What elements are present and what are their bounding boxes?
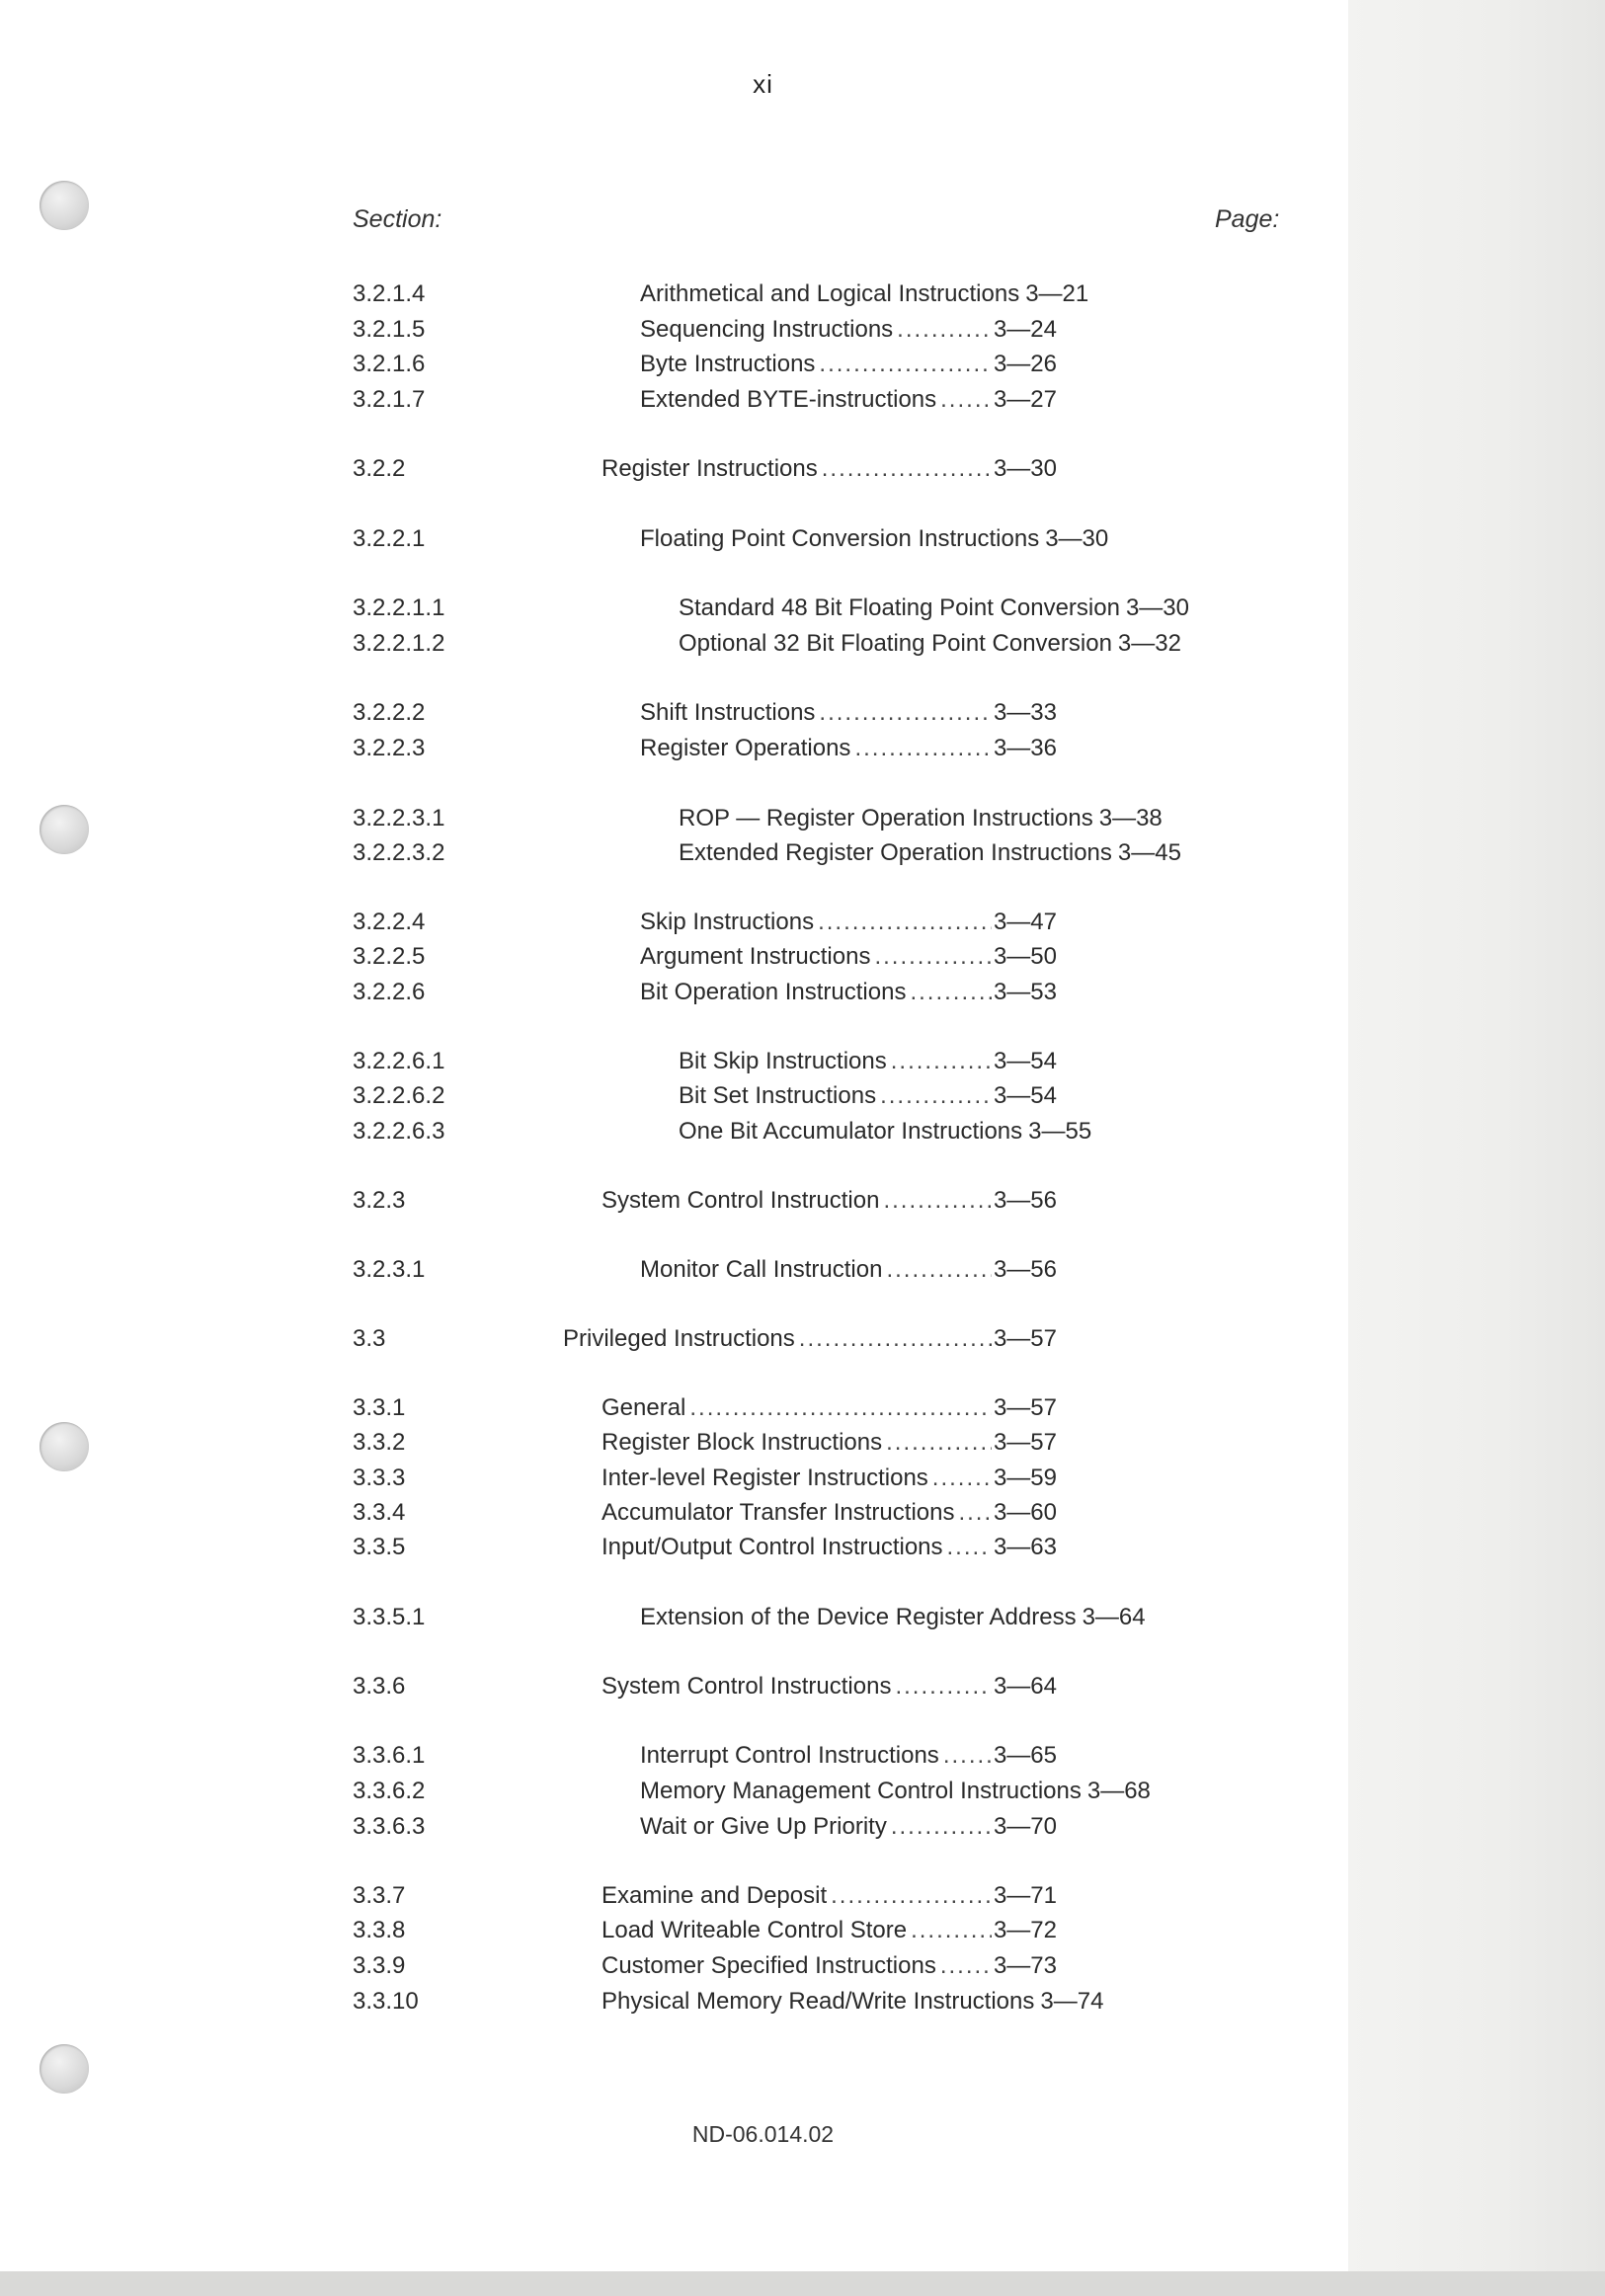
- toc-entry: [0, 1601, 1348, 1634]
- section-title: Floating Point Conversion Instructions: [640, 525, 1040, 552]
- page-reference: 3—32: [1117, 630, 1181, 657]
- section-title: Argument Instructions: [640, 943, 871, 970]
- page-reference: 3—24: [993, 316, 1057, 343]
- section-number: 3.2.1.6: [353, 351, 426, 377]
- scan-margin: [1348, 0, 1605, 2296]
- toc-entry: [0, 1045, 1348, 1078]
- toc-entry: [0, 1739, 1348, 1773]
- toc-entry: [0, 976, 1348, 1009]
- section-title: Skip Instructions: [640, 909, 815, 935]
- section-number: 3.2.2.6.3: [353, 1118, 445, 1145]
- page-column-header: Page:: [1215, 205, 1280, 233]
- section-title: Bit Set Instructions: [679, 1082, 877, 1109]
- section-title: Extended Register Operation Instructions: [679, 839, 1112, 866]
- section-number: 3.2.2: [353, 455, 406, 482]
- dot-leader: [818, 906, 992, 939]
- dot-leader: [891, 1045, 992, 1078]
- section-title: One Bit Accumulator Instructions: [679, 1118, 1023, 1145]
- section-title: Arithmetical and Logical Instructions: [640, 280, 1020, 307]
- toc-entry: [0, 1531, 1348, 1564]
- section-title: Extension of the Device Register Address: [640, 1604, 1077, 1630]
- page-reference: 3—57: [993, 1429, 1057, 1456]
- toc-entry: [0, 313, 1348, 347]
- page-reference: 3—53: [993, 979, 1057, 1005]
- page-reference: 3—38: [1098, 805, 1163, 831]
- section-number: 3.3.2: [353, 1429, 406, 1456]
- page-reference: 3—64: [1082, 1604, 1146, 1630]
- page-reference: 3—65: [993, 1742, 1057, 1769]
- toc-entry: [0, 1115, 1348, 1148]
- dot-leader: [897, 313, 992, 347]
- dot-leader: [883, 1184, 992, 1218]
- toc-entry: [0, 1879, 1348, 1913]
- section-number: 3.3.4: [353, 1499, 406, 1526]
- section-title: Physical Memory Read/Write Instructions: [602, 1988, 1035, 2015]
- toc-entry: [0, 836, 1348, 870]
- section-number: 3.3.9: [353, 1952, 406, 1979]
- toc-entry: [0, 452, 1348, 486]
- section-number: 3.2.2.1.2: [353, 630, 445, 657]
- toc-entry: [0, 1322, 1348, 1356]
- page-reference: 3—47: [993, 909, 1057, 935]
- section-title: System Control Instruction: [602, 1187, 880, 1214]
- section-title: System Control Instructions: [602, 1673, 892, 1700]
- section-title: Register Operations: [640, 735, 851, 761]
- dot-leader: [819, 696, 992, 730]
- toc-entry: [0, 383, 1348, 417]
- toc-entry: [0, 1079, 1348, 1113]
- page-reference: 3—36: [993, 735, 1057, 761]
- section-title: Load Writeable Control Store: [602, 1917, 908, 1943]
- toc-entry: [0, 627, 1348, 661]
- toc-entry: [0, 592, 1348, 625]
- dot-leader: [891, 1810, 992, 1844]
- toc-entry: [0, 1496, 1348, 1530]
- section-title: Customer Specified Instructions: [602, 1952, 936, 1979]
- toc-entry: [0, 1184, 1348, 1218]
- section-number: 3.3.10: [353, 1988, 419, 2015]
- page-reference: 3—54: [993, 1082, 1057, 1109]
- toc-entry: [0, 277, 1348, 311]
- page-reference: 3—56: [993, 1256, 1057, 1283]
- section-title: General: [602, 1394, 686, 1421]
- page-number: xi: [753, 69, 773, 99]
- section-number: 3.2.2.2: [353, 699, 426, 726]
- section-number: 3.3.7: [353, 1882, 406, 1909]
- dot-leader: [819, 348, 992, 381]
- page-reference: 3—56: [993, 1187, 1057, 1214]
- toc-entry: [0, 1670, 1348, 1703]
- section-title: Shift Instructions: [640, 699, 816, 726]
- section-number: 3.2.2.4: [353, 909, 426, 935]
- page-reference: 3—57: [993, 1325, 1057, 1352]
- page-reference: 3—33: [993, 699, 1057, 726]
- dot-leader: [886, 1426, 992, 1460]
- toc-entry: [0, 802, 1348, 835]
- section-number: 3.3.6.3: [353, 1813, 426, 1840]
- dot-leader: [822, 452, 992, 486]
- toc-entry: [0, 1914, 1348, 1947]
- section-title: Register Instructions: [602, 455, 818, 482]
- page-reference: 3—30: [1125, 594, 1189, 621]
- dot-leader: [943, 1739, 992, 1773]
- page-reference: 3—30: [993, 455, 1057, 482]
- section-number: 3.3.6: [353, 1673, 406, 1700]
- dot-leader: [874, 940, 992, 974]
- scan-bottom-edge: [0, 2271, 1605, 2296]
- toc-entry: [0, 1391, 1348, 1425]
- toc-entry: [0, 1253, 1348, 1287]
- dot-leader: [958, 1496, 991, 1530]
- page-reference: 3—72: [993, 1917, 1057, 1943]
- toc-entry: [0, 696, 1348, 730]
- toc-entry: [0, 1426, 1348, 1460]
- dot-leader: [880, 1079, 992, 1113]
- section-number: 3.3: [353, 1325, 386, 1352]
- section-number: 3.3.6.2: [353, 1778, 426, 1804]
- page-reference: 3—21: [1025, 280, 1089, 307]
- section-number: 3.2.1.5: [353, 316, 426, 343]
- section-title: Wait or Give Up Priority: [640, 1813, 887, 1840]
- dot-leader: [910, 976, 991, 1009]
- page-reference: 3—59: [993, 1465, 1057, 1491]
- section-number: 3.3.1: [353, 1394, 406, 1421]
- section-number: 3.2.3: [353, 1187, 406, 1214]
- toc-entry: [0, 348, 1348, 381]
- section-number: 3.2.3.1: [353, 1256, 426, 1283]
- toc-entry: [0, 1810, 1348, 1844]
- page-reference: 3—63: [993, 1534, 1057, 1560]
- page-reference: 3—27: [993, 386, 1057, 413]
- section-title: Extended BYTE-instructions: [640, 386, 937, 413]
- dot-leader: [895, 1670, 992, 1703]
- section-title: Accumulator Transfer Instructions: [602, 1499, 955, 1526]
- section-title: Monitor Call Instruction: [640, 1256, 883, 1283]
- section-title: ROP — Register Operation Instructions: [679, 805, 1093, 831]
- section-title: Sequencing Instructions: [640, 316, 894, 343]
- section-title: Optional 32 Bit Floating Point Conversion: [679, 630, 1112, 657]
- dot-leader: [886, 1253, 992, 1287]
- page-reference: 3—30: [1045, 525, 1109, 552]
- page-reference: 3—26: [993, 351, 1057, 377]
- page-reference: 3—68: [1086, 1778, 1151, 1804]
- toc-entry: [0, 906, 1348, 939]
- section-number: 3.2.2.1.1: [353, 594, 445, 621]
- dot-leader: [854, 732, 992, 765]
- section-title: Examine and Deposit: [602, 1882, 828, 1909]
- section-title: Register Block Instructions: [602, 1429, 883, 1456]
- dot-leader: [940, 1949, 992, 1983]
- page-reference: 3—50: [993, 943, 1057, 970]
- section-number: 3.2.2.1: [353, 525, 426, 552]
- dot-leader: [831, 1879, 992, 1913]
- dot-leader: [947, 1531, 992, 1564]
- page-reference: 3—60: [993, 1499, 1057, 1526]
- dot-leader: [932, 1462, 992, 1495]
- toc-entry: [0, 1949, 1348, 1983]
- page-reference: 3—74: [1040, 1988, 1104, 2015]
- dot-leader: [689, 1391, 992, 1425]
- page-reference: 3—55: [1028, 1118, 1092, 1145]
- section-number: 3.3.6.1: [353, 1742, 426, 1769]
- toc-entry: [0, 1775, 1348, 1808]
- section-title: Bit Skip Instructions: [679, 1048, 887, 1074]
- section-title: Input/Output Control Instructions: [602, 1534, 943, 1560]
- page-reference: 3—71: [993, 1882, 1057, 1909]
- section-title: Byte Instructions: [640, 351, 816, 377]
- dot-leader: [911, 1914, 992, 1947]
- section-number: 3.2.1.7: [353, 386, 426, 413]
- section-number: 3.2.2.6.2: [353, 1082, 445, 1109]
- dot-leader: [799, 1322, 992, 1356]
- section-number: 3.2.1.4: [353, 280, 426, 307]
- page-reference: 3—70: [993, 1813, 1057, 1840]
- section-title: Interrupt Control Instructions: [640, 1742, 939, 1769]
- page-reference: 3—57: [993, 1394, 1057, 1421]
- section-number: 3.2.2.3: [353, 735, 426, 761]
- section-number: 3.2.2.3.1: [353, 805, 445, 831]
- toc-entry: [0, 1462, 1348, 1495]
- section-number: 3.2.2.3.2: [353, 839, 445, 866]
- section-column-header: Section:: [353, 205, 442, 233]
- toc-entry: [0, 522, 1348, 556]
- section-title: Memory Management Control Instructions: [640, 1778, 1082, 1804]
- section-title: Privileged Instructions: [563, 1325, 795, 1352]
- section-number: 3.3.8: [353, 1917, 406, 1943]
- page-reference: 3—73: [993, 1952, 1057, 1979]
- section-number: 3.3.3: [353, 1465, 406, 1491]
- section-number: 3.3.5: [353, 1534, 406, 1560]
- document-id: ND-06.014.02: [691, 2121, 835, 2147]
- page-reference: 3—54: [993, 1048, 1057, 1074]
- section-number: 3.2.2.6: [353, 979, 426, 1005]
- toc-entry: [0, 732, 1348, 765]
- toc-entry: [0, 1985, 1348, 2019]
- section-title: Standard 48 Bit Floating Point Conversion: [679, 594, 1120, 621]
- page-reference: 3—64: [993, 1673, 1057, 1700]
- section-number: 3.2.2.5: [353, 943, 426, 970]
- toc-entry: [0, 940, 1348, 974]
- section-number: 3.2.2.6.1: [353, 1048, 445, 1074]
- section-title: Inter-level Register Instructions: [602, 1465, 928, 1491]
- page-reference: 3—45: [1117, 839, 1181, 866]
- section-number: 3.3.5.1: [353, 1604, 426, 1630]
- section-title: Bit Operation Instructions: [640, 979, 907, 1005]
- dot-leader: [940, 383, 992, 417]
